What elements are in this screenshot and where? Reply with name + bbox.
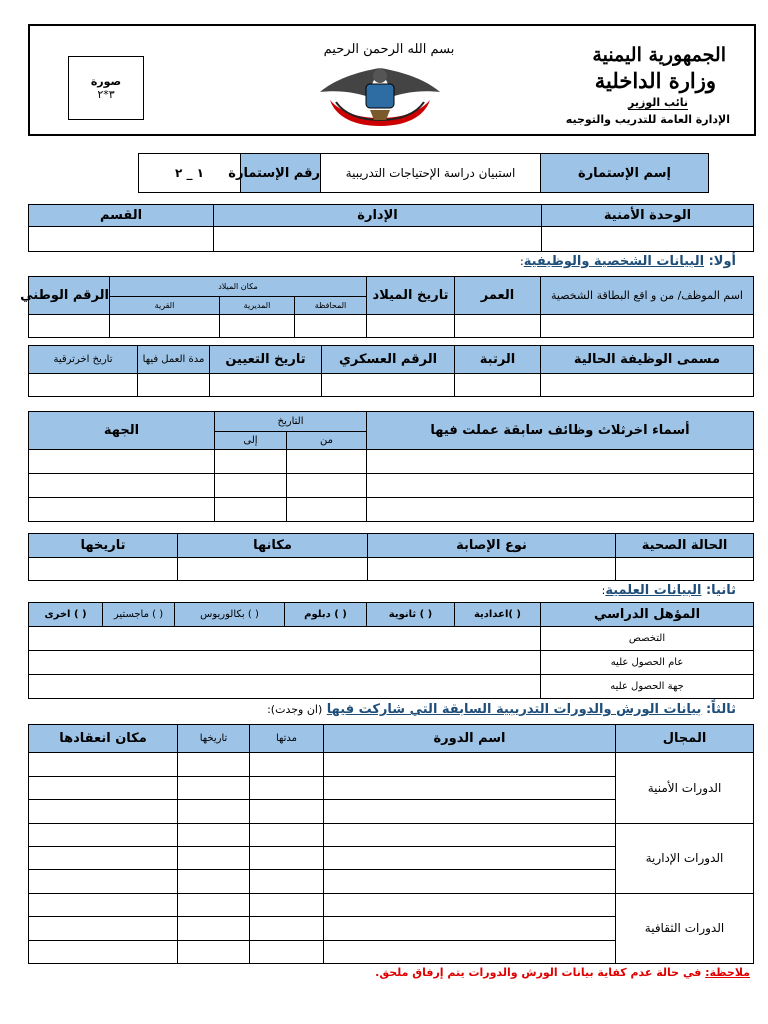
course-name-header: اسم الدورة <box>324 725 616 753</box>
section1-title <box>520 254 736 269</box>
age-header: العمر <box>455 277 541 315</box>
eagle-emblem-icon <box>316 62 444 128</box>
prev-jobs-entity-header: الجهة <box>29 412 215 450</box>
course-venue-field[interactable] <box>29 893 178 916</box>
course-venue-field[interactable] <box>29 917 178 940</box>
military-no-header: الرقم العسكري <box>322 346 455 374</box>
form-info-table <box>138 153 709 193</box>
district-header: المديرية <box>220 297 295 315</box>
injury-type-field[interactable] <box>368 558 616 581</box>
course-venue-field[interactable] <box>29 847 178 870</box>
current-title-field[interactable] <box>541 374 754 397</box>
section1-suffix: : <box>520 255 524 268</box>
administration-field[interactable] <box>214 227 542 252</box>
prev-job-entity-field[interactable] <box>29 474 215 498</box>
year-field[interactable] <box>29 651 541 675</box>
rank-field[interactable] <box>455 374 541 397</box>
health-status-field[interactable] <box>616 558 754 581</box>
photo-label: صورة <box>90 75 122 88</box>
edu-option-bachelor[interactable]: ( ) بكالوريوس <box>175 603 285 627</box>
specialization-label: التخصص <box>541 627 754 651</box>
work-duration-field[interactable] <box>138 374 210 397</box>
security-unit-header: الوحدة الأمنية <box>542 205 754 227</box>
course-duration-header: مدتها <box>250 725 324 753</box>
prev-job-from-field[interactable] <box>287 498 367 522</box>
district-field[interactable] <box>220 315 295 338</box>
course-date-field[interactable] <box>178 917 250 940</box>
section3-title <box>267 702 736 717</box>
last-promotion-header: تاريخ اخرترقية <box>29 346 138 374</box>
republic-title: الجمهورية اليمنية <box>592 44 726 66</box>
section3-label: بيانات الورش والدورات التدريبية السابقة التي شاركت فيها <box>326 702 702 717</box>
course-name-field[interactable] <box>324 823 616 846</box>
edu-option-other[interactable]: ( ) اخرى <box>29 603 103 627</box>
section2-title <box>602 583 736 598</box>
department-field[interactable] <box>29 227 214 252</box>
directorate-title: الإدارة العامة للتدريب والتوجيه <box>565 113 730 126</box>
birth-date-header: تاريخ الميلاد <box>367 277 455 315</box>
specialization-field[interactable] <box>29 627 541 651</box>
prev-job-to-field[interactable] <box>215 498 287 522</box>
prev-job-entity-field[interactable] <box>29 450 215 474</box>
prev-job-title-field[interactable] <box>367 450 754 474</box>
prev-job-from-field[interactable] <box>287 450 367 474</box>
course-venue-field[interactable] <box>29 776 178 799</box>
course-date-field[interactable] <box>178 870 250 893</box>
course-date-field[interactable] <box>178 940 250 963</box>
prev-jobs-date-header: التاريخ <box>215 412 367 432</box>
last-promotion-field[interactable] <box>29 374 138 397</box>
prev-jobs-header: أسماء اخرثلاث وظائف سابقة عملت فيها <box>367 412 754 450</box>
course-date-field[interactable] <box>178 753 250 776</box>
section3-suffix: (ان وجدت): <box>267 703 323 716</box>
course-date-field[interactable] <box>178 800 250 823</box>
edu-option-diploma[interactable]: ( ) دبلوم <box>285 603 367 627</box>
birth-place-header: مكان الميلاد <box>110 277 367 297</box>
course-name-field[interactable] <box>324 847 616 870</box>
note-prefix: ملاحظة: <box>705 966 750 979</box>
course-date-field[interactable] <box>178 893 250 916</box>
footer-note <box>375 966 750 979</box>
course-duration-field[interactable] <box>250 893 324 916</box>
governorate-field[interactable] <box>295 315 367 338</box>
security-unit-field[interactable] <box>542 227 754 252</box>
basmala: بسم الله الرحمن الرحيم <box>323 42 455 57</box>
national-id-field[interactable] <box>29 315 110 338</box>
qualification-header: المؤهل الدراسي <box>541 603 754 627</box>
form-name-label: إسم الإستمارة <box>541 154 709 193</box>
course-duration-field[interactable] <box>250 847 324 870</box>
prev-job-title-field[interactable] <box>367 498 754 522</box>
note-text: في حالة عدم كفاية بيانات الورش والدورات يتم إرفاق ملحق. <box>375 966 706 979</box>
department-header: القسم <box>29 205 214 227</box>
prev-jobs-from-header: من <box>287 432 367 450</box>
source-label: جهة الحصول عليه <box>541 675 754 699</box>
edu-option-master[interactable]: ( ) ماجستير <box>103 603 175 627</box>
injury-type-header: نوع الإصابة <box>368 534 616 558</box>
course-duration-field[interactable] <box>250 917 324 940</box>
administration-header: الإدارة <box>214 205 542 227</box>
prev-job-to-field[interactable] <box>215 474 287 498</box>
form-number-label: رقم الإستمارة <box>241 154 321 193</box>
appointment-date-field[interactable] <box>210 374 322 397</box>
course-venue-field[interactable] <box>29 753 178 776</box>
year-label: عام الحصول عليه <box>541 651 754 675</box>
village-field[interactable] <box>110 315 220 338</box>
course-name-field[interactable] <box>324 917 616 940</box>
employee-name-field[interactable] <box>541 315 754 338</box>
form-number-value: ١ _ ٢ <box>139 154 241 193</box>
education-table <box>28 602 754 699</box>
course-venue-header: مكان انعقادها <box>29 725 178 753</box>
course-duration-field[interactable] <box>250 800 324 823</box>
course-name-field[interactable] <box>324 776 616 799</box>
current-title-header: مسمى الوظيفة الحالية <box>541 346 754 374</box>
course-venue-field[interactable] <box>29 800 178 823</box>
injury-place-header: مكانها <box>178 534 368 558</box>
course-name-field[interactable] <box>324 870 616 893</box>
previous-jobs-table <box>28 411 754 522</box>
prev-job-entity-field[interactable] <box>29 498 215 522</box>
section2-prefix: ثانيا: <box>705 583 736 598</box>
edu-option-prep[interactable]: ( )اعدادية <box>455 603 541 627</box>
job-table <box>28 345 754 397</box>
deputy-minister: نائب الوزير <box>628 96 688 109</box>
course-date-field[interactable] <box>178 776 250 799</box>
age-field[interactable] <box>455 315 541 338</box>
military-no-field[interactable] <box>322 374 455 397</box>
national-id-header: الرقم الوطني <box>29 277 110 315</box>
ministry-title: وزارة الداخلية <box>594 68 716 93</box>
section1-prefix: أولا: <box>708 254 736 269</box>
health-table <box>28 533 754 581</box>
employee-name-header: اسم الموظف/ من و اقع البطاقة الشخصية <box>541 277 754 315</box>
health-status-header: الحالة الصحية <box>616 534 754 558</box>
work-duration-header: مدة العمل فيها <box>138 346 210 374</box>
photo-box <box>68 56 144 120</box>
appointment-date-header: تاريخ التعيين <box>210 346 322 374</box>
prev-job-title-field[interactable] <box>367 474 754 498</box>
course-field-header: المجال <box>616 725 754 753</box>
course-venue-field[interactable] <box>29 823 178 846</box>
section2-label: البيانات العلمية <box>605 583 702 598</box>
courses-table <box>28 724 754 964</box>
governorate-header: المحافظة <box>295 297 367 315</box>
prev-job-from-field[interactable] <box>287 474 367 498</box>
course-name-field[interactable] <box>324 753 616 776</box>
photo-size: ٣*٢ <box>97 88 115 101</box>
course-date-field[interactable] <box>178 823 250 846</box>
course-venue-field[interactable] <box>29 870 178 893</box>
edu-option-secondary[interactable]: ( ) ثانوية <box>367 603 455 627</box>
unit-table <box>28 204 754 252</box>
course-duration-field[interactable] <box>250 870 324 893</box>
course-duration-field[interactable] <box>250 940 324 963</box>
injury-date-header: تاريخها <box>29 534 178 558</box>
course-name-field[interactable] <box>324 893 616 916</box>
course-venue-field[interactable] <box>29 940 178 963</box>
admin-courses-label: الدورات الإدارية <box>616 823 754 893</box>
section2-suffix: : <box>601 584 606 597</box>
prev-job-to-field[interactable] <box>215 450 287 474</box>
birth-date-field[interactable] <box>367 315 455 338</box>
course-name-field[interactable] <box>324 940 616 963</box>
village-header: القرية <box>110 297 220 315</box>
course-name-field[interactable] <box>324 800 616 823</box>
rank-header: الرتبة <box>455 346 541 374</box>
section3-prefix: ثالثاً: <box>705 702 736 717</box>
course-date-field[interactable] <box>178 847 250 870</box>
course-duration-field[interactable] <box>250 776 324 799</box>
course-date-header: تاريخها <box>178 725 250 753</box>
course-duration-field[interactable] <box>250 753 324 776</box>
personal-table <box>20 276 754 338</box>
source-field[interactable] <box>29 675 541 699</box>
prev-jobs-to-header: إلى <box>215 432 287 450</box>
security-courses-label: الدورات الأمنية <box>616 753 754 823</box>
section1-label: البيانات الشخصية والوظيفية <box>523 254 705 269</box>
injury-place-field[interactable] <box>178 558 368 581</box>
form-name-value: استبيان دراسة الإحتياجات التدريبية <box>321 154 541 193</box>
culture-courses-label: الدورات الثقافية <box>616 893 754 963</box>
injury-date-field[interactable] <box>29 558 178 581</box>
course-duration-field[interactable] <box>250 823 324 846</box>
